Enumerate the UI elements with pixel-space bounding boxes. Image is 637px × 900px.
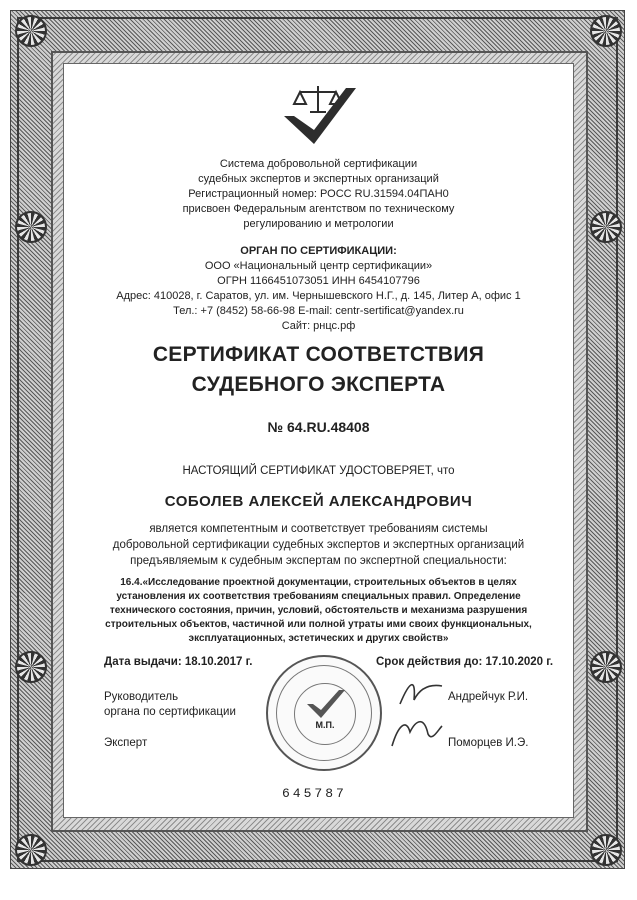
head-label-line: Руководитель bbox=[104, 691, 179, 703]
certificate-title bbox=[0, 340, 637, 400]
corner-rosette-top-left bbox=[15, 15, 47, 47]
certification-body bbox=[0, 244, 637, 334]
registration-number: Регистрационный номер: РОСС RU.31594.04ПАН0 bbox=[188, 188, 449, 200]
checkmark-icon bbox=[284, 88, 356, 144]
corner-rosette-top-right bbox=[590, 15, 622, 47]
system-line: присвоен Федеральным агентством по техническому bbox=[182, 203, 455, 215]
side-rosette-left-lower bbox=[15, 651, 47, 683]
organization-seal bbox=[266, 655, 382, 771]
statement-line: предъявляемым к судебным экспертам по экспертной специальности: bbox=[130, 555, 507, 567]
corner-rosette-bottom-left bbox=[15, 834, 47, 866]
specialty-line: эксплуатационных, эстетических и других свойств» bbox=[188, 633, 449, 644]
head-name: Андрейчук Р.И. bbox=[448, 691, 529, 703]
seal-checkmark-icon bbox=[295, 684, 355, 724]
system-line: регулированию и метрологии bbox=[243, 218, 394, 230]
expert-signature bbox=[388, 712, 444, 752]
system-line: судебных экспертов и экспертных организаций bbox=[198, 173, 439, 185]
serial-number: 645787 bbox=[282, 786, 347, 801]
head-label bbox=[104, 690, 236, 720]
organ-site: Сайт: рнцс.рф bbox=[281, 320, 356, 332]
statement-line: добровольной сертификации судебных экспертов и экспертных организаций bbox=[112, 539, 525, 551]
corner-rosette-bottom-right bbox=[590, 834, 622, 866]
certifies-text: НАСТОЯЩИЙ СЕРТИФИКАТ УДОСТОВЕРЯЕТ, что bbox=[182, 465, 455, 477]
specialty-line: установления их соответствия требованиям специальных правил. Определение bbox=[116, 591, 521, 602]
seal-core bbox=[294, 683, 356, 745]
seal-center-text: М.П. bbox=[315, 720, 335, 730]
statement bbox=[0, 521, 637, 569]
organ-address: Адрес: 410028, г. Саратов, ул. им. Чернышевского Н.Г., д. 145, Литер А, офис 1 bbox=[116, 290, 521, 302]
scales-checkmark-logo bbox=[270, 80, 366, 150]
system-line: Система добровольной сертификации bbox=[219, 158, 418, 170]
specialty bbox=[0, 576, 637, 646]
specialty-line: 16.4.«Исследование проектной документации, строительных объектов в целях bbox=[120, 577, 517, 588]
head-label-line: органа по сертификации bbox=[104, 706, 236, 718]
expert-label: Эксперт bbox=[104, 737, 148, 749]
issue-date: Дата выдачи: 18.10.2017 г. bbox=[104, 656, 253, 668]
holder-name: СОБОЛЕВ АЛЕКСЕЙ АЛЕКСАНДРОВИЧ bbox=[164, 493, 473, 510]
valid-until: Срок действия до: 17.10.2020 г. bbox=[376, 656, 554, 668]
organ-ids: ОГРН 1166451073051 ИНН 6454107796 bbox=[217, 275, 420, 287]
organ-name: ООО «Национальный центр сертификации» bbox=[204, 260, 433, 272]
head-signature bbox=[396, 676, 446, 710]
expert-name: Поморцев И.Э. bbox=[448, 737, 529, 749]
title-line-2: СУДЕБНОГО ЭКСПЕРТА bbox=[191, 373, 446, 396]
specialty-line: строительных объектов, частичной или полной утраты ими своих функциональных, bbox=[105, 619, 532, 630]
specialty-line: технического состояния, причин, условий, обстоятельств и механизма разрушения bbox=[109, 605, 528, 616]
statement-line: является компетентным и соответствует требованиям системы bbox=[149, 523, 488, 535]
certificate-number: № 64.RU.48408 bbox=[267, 419, 370, 435]
system-description bbox=[0, 157, 637, 232]
title-line-1: СЕРТИФИКАТ СООТВЕТСТВИЯ bbox=[152, 343, 485, 366]
side-rosette-right-lower bbox=[590, 651, 622, 683]
organ-contacts: Тел.: +7 (8452) 58-66-98 E-mail: centr-sertificat@yandex.ru bbox=[173, 305, 464, 317]
organ-title: ОРГАН ПО СЕРТИФИКАЦИИ: bbox=[240, 245, 397, 257]
